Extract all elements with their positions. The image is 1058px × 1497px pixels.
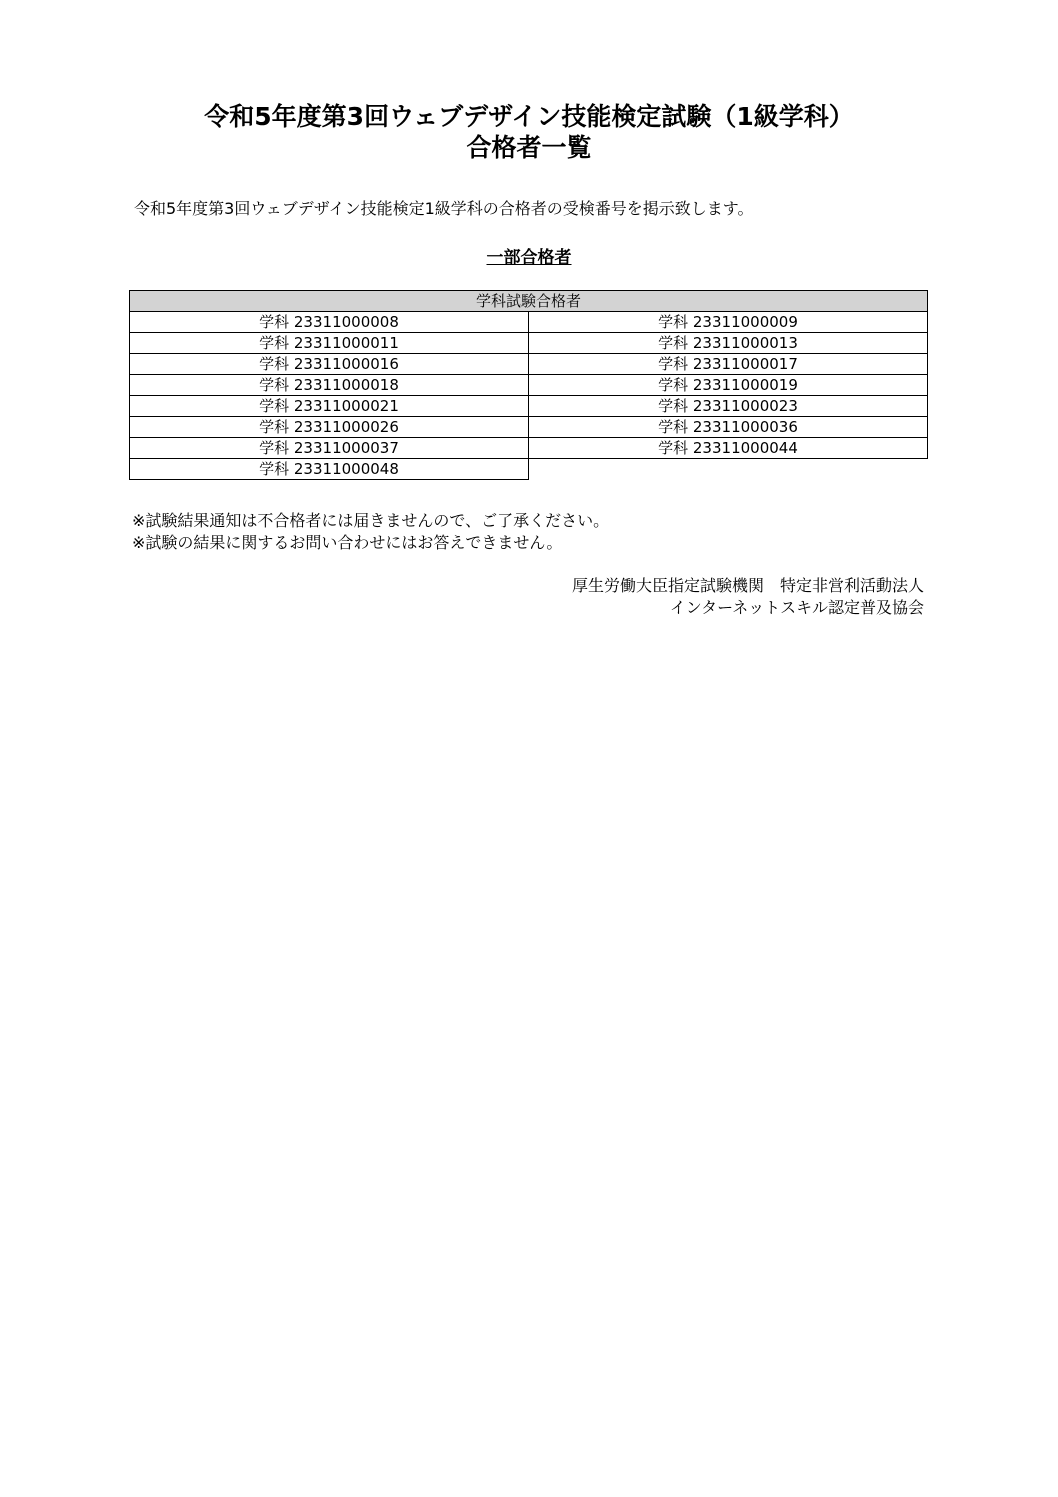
table-header-row xyxy=(130,291,928,312)
table-cell: 学科 23311000021 xyxy=(130,396,529,417)
notes xyxy=(132,510,609,554)
page-title: 令和5年度第3回ウェブデザイン技能検定試験（1級学科） xyxy=(204,102,854,131)
table-row xyxy=(130,375,928,396)
table-cell: 学科 23311000026 xyxy=(130,417,529,438)
page-subtitle: 合格者一覧 xyxy=(466,133,592,162)
intro-text: 令和5年度第3回ウェブデザイン技能検定1級学科の合格者の受検番号を掲示致します。 xyxy=(134,199,754,218)
table-cell: 学科 23311000019 xyxy=(529,375,928,396)
issuer-block xyxy=(572,575,924,619)
table-row xyxy=(130,333,928,354)
table-cell: 学科 23311000037 xyxy=(130,438,529,459)
issuer-name: インターネットスキル認定普及協会 xyxy=(669,598,924,617)
table-row xyxy=(130,354,928,375)
issuer-line: 厚生労働大臣指定試験機関 特定非営利活動法人 xyxy=(571,576,924,595)
table-cell: 学科 23311000023 xyxy=(529,396,928,417)
passers-table xyxy=(129,290,928,480)
table-cell: 学科 23311000016 xyxy=(130,354,529,375)
table-header: 学科試験合格者 xyxy=(130,291,928,312)
note-line: ※試験結果通知は不合格者には届きませんので、ご了承ください。 xyxy=(132,511,610,530)
table-cell-empty xyxy=(529,459,928,480)
table-cell: 学科 23311000017 xyxy=(529,354,928,375)
table-row xyxy=(130,417,928,438)
table-row xyxy=(130,396,928,417)
table-cell: 学科 23311000036 xyxy=(529,417,928,438)
note-line: ※試験の結果に関するお問い合わせにはお答えできません。 xyxy=(132,533,563,552)
table-row xyxy=(130,438,928,459)
table-cell: 学科 23311000009 xyxy=(529,312,928,333)
table-cell: 学科 23311000048 xyxy=(130,459,529,480)
table-row xyxy=(130,459,928,480)
table-cell: 学科 23311000011 xyxy=(130,333,529,354)
section-heading: 一部合格者 xyxy=(486,248,572,268)
table-cell: 学科 23311000013 xyxy=(529,333,928,354)
table-cell: 学科 23311000008 xyxy=(130,312,529,333)
table-cell: 学科 23311000044 xyxy=(529,438,928,459)
table-row xyxy=(130,312,928,333)
table-cell: 学科 23311000018 xyxy=(130,375,529,396)
